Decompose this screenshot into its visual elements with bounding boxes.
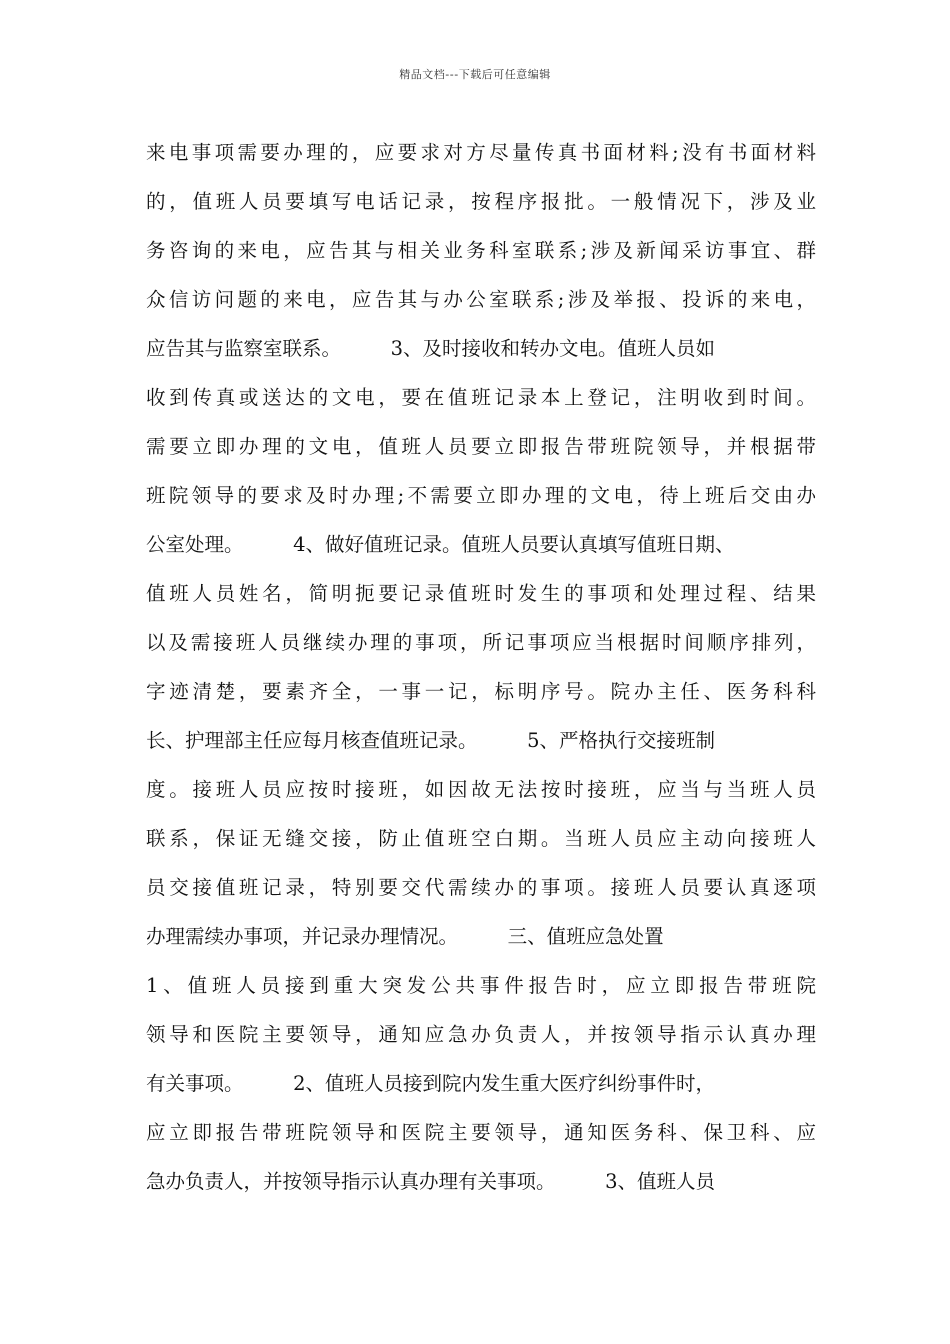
body-line: 应告其与监察室联系。 3、及时接收和转办文电。值班人员如 <box>146 337 715 360</box>
body-line: 公室处理。 4、做好值班记录。值班人员要认真填写值班日期、 <box>146 533 735 556</box>
body-line: 务咨询的来电，应告其与相关业务科室联系;涉及新闻采访事宜、群 <box>146 239 816 262</box>
body-line: 字迹清楚，要素齐全，一事一记，标明序号。院办主任、医务科科 <box>146 680 816 703</box>
body-line: 以及需接班人员继续办理的事项，所记事项应当根据时间顺序排列， <box>146 631 816 654</box>
body-line: 来电事项需要办理的，应要求对方尽量传真书面材料;没有书面材料 <box>146 141 816 164</box>
body-line: 应立即报告带班院领导和医院主要领导，通知医务科、保卫科、应 <box>146 1121 816 1144</box>
body-text <box>146 128 816 1206</box>
body-line: 长、护理部主任应每月核查值班记录。 5、严格执行交接班制 <box>146 729 715 752</box>
body-line: 班院领导的要求及时办理;不需要立即办理的文电，待上班后交由办 <box>146 484 816 507</box>
body-line: 众信访问题的来电，应告其与办公室联系;涉及举报、投诉的来电， <box>146 288 816 311</box>
body-line: 领导和医院主要领导，通知应急办负责人，并按领导指示认真办理 <box>146 1023 816 1046</box>
body-line: 1、值班人员接到重大突发公共事件报告时，应立即报告带班院 <box>146 974 816 997</box>
body-line: 急办负责人，并按领导指示认真办理有关事项。 3、值班人员 <box>146 1170 715 1193</box>
body-line: 办理需续办事项，并记录办理情况。 三、值班应急处置 <box>146 925 664 948</box>
body-line: 收到传真或送达的文电，要在值班记录本上登记，注明收到时间。 <box>146 386 816 409</box>
body-line: 员交接值班记录，特别要交代需续办的事项。接班人员要认真逐项 <box>146 876 816 899</box>
body-line: 有关事项。 2、值班人员接到院内发生重大医疗纠纷事件时， <box>146 1072 715 1095</box>
body-line: 需要立即办理的文电，值班人员要立即报告带班院领导，并根据带 <box>146 435 816 458</box>
body-line: 值班人员姓名，简明扼要记录值班时发生的事项和处理过程、结果 <box>146 582 816 605</box>
body-line: 的，值班人员要填写电话记录，按程序报批。一般情况下，涉及业 <box>146 190 816 213</box>
body-line: 联系，保证无缝交接，防止值班空白期。当班人员应主动向接班人 <box>146 827 816 850</box>
body-line: 度。接班人员应按时接班，如因故无法按时接班，应当与当班人员 <box>146 778 816 801</box>
page-header: 精品文档---下载后可任意编辑 <box>399 68 551 81</box>
